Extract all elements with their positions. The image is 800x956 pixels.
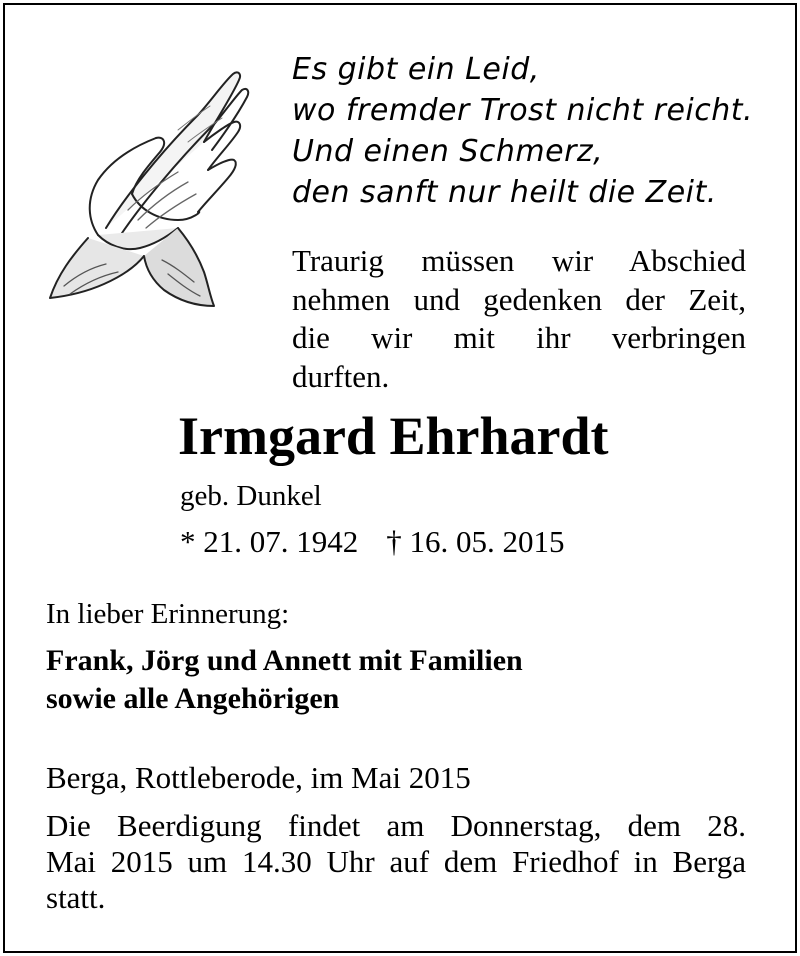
poem-line: wo fremder Trost nicht reicht. xyxy=(292,93,754,128)
farewell-line: die wir mit ihr verbringen xyxy=(292,320,746,355)
birth-date: * 21. 07. 1942 xyxy=(180,524,359,559)
memory-label: In lieber Erinnerung: xyxy=(46,598,290,630)
death-date: † 16. 05. 2015 xyxy=(386,524,565,559)
praying-hands-icon xyxy=(28,60,258,310)
funeral-line: Die Beerdigung findet am Donnerstag, dem 28. xyxy=(46,808,746,843)
poem-line: Und einen Schmerz, xyxy=(292,134,604,169)
life-dates xyxy=(180,524,565,560)
farewell-line: Traurig müssen wir Abschied xyxy=(292,243,746,278)
mourner-line: sowie alle Angehörigen xyxy=(46,682,340,715)
farewell-line: durften. xyxy=(292,358,390,394)
farewell-paragraph xyxy=(292,242,746,396)
poem-line: den sanft nur heilt die Zeit. xyxy=(292,175,717,210)
funeral-line: statt. xyxy=(46,880,106,915)
maiden-name: geb. Dunkel xyxy=(180,480,322,512)
mourner-line: Frank, Jörg und Annett mit Familien xyxy=(46,644,523,677)
farewell-line: nehmen und gedenken der Zeit, xyxy=(292,281,746,317)
poem-line: Es gibt ein Leid, xyxy=(292,52,540,87)
funeral-line: Mai 2015 um 14.30 Uhr auf dem Friedhof in Berga xyxy=(46,844,746,879)
place-date: Berga, Rottleberode, im Mai 2015 xyxy=(46,760,471,795)
funeral-info xyxy=(46,808,746,916)
deceased-name: Irmgard Ehrhardt xyxy=(178,406,609,466)
